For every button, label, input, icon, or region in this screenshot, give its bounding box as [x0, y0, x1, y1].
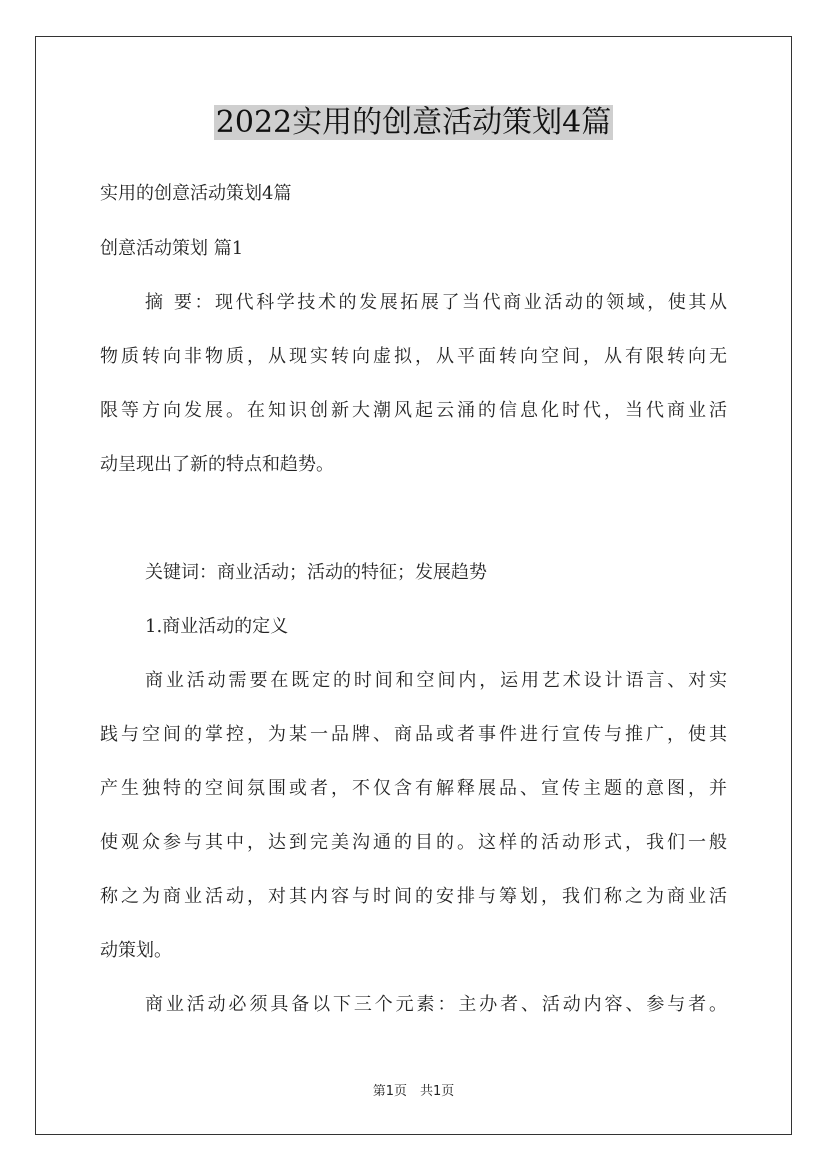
- paragraph-line: 使观众参与其中，达到完美沟通的目的。这样的活动形式，我们一般: [100, 832, 727, 853]
- abstract-line: 限等方向发展。在知识创新大潮风起云涌的信息化时代，当代商业活: [100, 400, 727, 421]
- abstract-line: 动呈现出了新的特点和趋势。: [100, 454, 334, 475]
- keywords-line: 关键词：商业活动；活动的特征；发展趋势: [145, 562, 487, 583]
- paragraph-line: 践与空间的掌控，为某一品牌、商品或者事件进行宣传与推广，使其: [100, 724, 727, 745]
- paragraph-line: 称之为商业活动，对其内容与时间的安排与筹划，我们称之为商业活: [100, 886, 727, 907]
- section-1-title: 1.商业活动的定义: [145, 616, 289, 637]
- abstract-line: 摘 要：现代科学技术的发展拓展了当代商业活动的领域，使其从: [145, 292, 727, 313]
- section-heading: 创意活动策划 篇1: [100, 238, 244, 259]
- document-title-text: 2022实用的创意活动策划4篇: [215, 105, 612, 140]
- document-title: [0, 102, 827, 144]
- document-subtitle: 实用的创意活动策划4篇: [100, 183, 292, 204]
- page-footer: 第1页 共1页: [372, 1084, 455, 1099]
- paragraph-line: 动策划。: [100, 940, 172, 961]
- paragraph-line: 产生独特的空间氛围或者，不仅含有解释展品、宣传主题的意图，并: [100, 778, 727, 799]
- paragraph-line: 商业活动需要在既定的时间和空间内，运用艺术设计语言、对实: [145, 670, 727, 691]
- paragraph-line: 商业活动必须具备以下三个元素：主办者、活动内容、参与者。: [145, 994, 727, 1015]
- abstract-line: 物质转向非物质，从现实转向虚拟，从平面转向空间，从有限转向无: [100, 346, 727, 367]
